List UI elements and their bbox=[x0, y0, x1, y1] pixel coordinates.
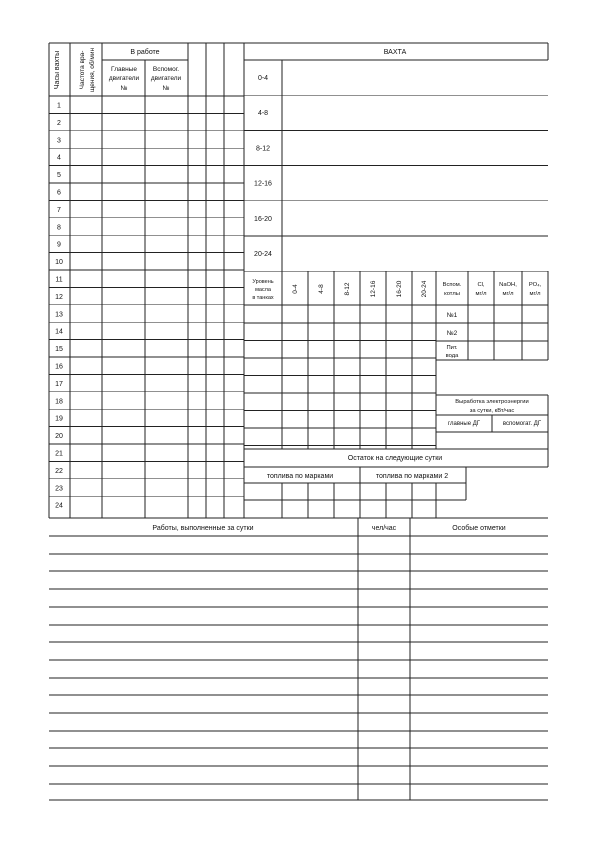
watch-header: ВАХТА bbox=[383, 49, 407, 56]
hour-label-4: 4 bbox=[57, 154, 61, 162]
water-col-1-1: мг/л bbox=[475, 291, 487, 297]
water-col-2-1: мг/л bbox=[502, 291, 514, 297]
hour-label-6: 6 bbox=[57, 189, 61, 197]
notes-header: Особые отметки bbox=[452, 525, 506, 532]
watch-period-4-8: 4-8 bbox=[257, 110, 269, 118]
hour-label-20: 20 bbox=[55, 433, 63, 441]
hours-header: Часы вахты bbox=[54, 50, 61, 90]
hour-label-15: 15 bbox=[55, 346, 63, 354]
water-row-1: №1 bbox=[446, 312, 458, 319]
hour-label-24: 24 bbox=[55, 502, 63, 510]
water-col-0-0: Вспом. bbox=[442, 282, 462, 288]
water-col-3-0: PO₄, bbox=[528, 282, 542, 288]
hour-label-22: 22 bbox=[55, 467, 63, 475]
level-period-20-24: 20-24 bbox=[421, 280, 428, 298]
electricity-main-dg: главные ДГ bbox=[447, 421, 481, 427]
level-period-0-4: 0-4 bbox=[292, 284, 299, 294]
main-engines-l1: Главные bbox=[111, 66, 137, 73]
level-title-2: в танках bbox=[252, 295, 274, 301]
hour-label-1: 1 bbox=[57, 102, 61, 110]
level-period-16-20: 16-20 bbox=[396, 280, 403, 298]
water-col-2-0: NaOH, bbox=[499, 282, 517, 288]
watch-period-12-16: 12-16 bbox=[254, 180, 272, 188]
water-col-0-1: котлы bbox=[444, 291, 460, 297]
hour-label-14: 14 bbox=[55, 328, 63, 336]
level-title-1: масла bbox=[255, 287, 271, 293]
remaining-fuel-2: топлива по марками 2 bbox=[375, 473, 449, 480]
main-engines-l2: двигатели bbox=[108, 75, 140, 82]
water-col-1-0: Cl, bbox=[477, 282, 485, 288]
electricity-aux-dg: вспомогат. ДГ bbox=[502, 421, 542, 427]
level-period-12-16: 12-16 bbox=[370, 280, 377, 298]
aux-engines-l3: № bbox=[162, 85, 170, 92]
remaining-title: Остаток на следующие сутки bbox=[347, 455, 443, 462]
level-title-0: Уровень bbox=[252, 279, 274, 285]
main-engines-l3: № bbox=[120, 85, 128, 92]
hour-label-23: 23 bbox=[55, 485, 63, 493]
aux-engines-l1: Вспомог. bbox=[152, 66, 180, 73]
hour-label-21: 21 bbox=[55, 450, 63, 458]
aux-engines-l2: двигатели bbox=[150, 75, 182, 82]
electricity-title-2: за сутки, кВт/час bbox=[469, 408, 515, 414]
hour-label-12: 12 bbox=[55, 293, 63, 301]
water-row-feed-1: Пит. bbox=[446, 345, 458, 351]
level-period-4-8: 4-8 bbox=[318, 284, 325, 294]
rpm-header-line2: щения, об/мин bbox=[89, 47, 96, 93]
hour-label-9: 9 bbox=[57, 241, 61, 249]
hour-label-5: 5 bbox=[57, 172, 61, 180]
watch-period-8-12: 8-12 bbox=[255, 145, 271, 153]
hour-label-19: 19 bbox=[55, 415, 63, 423]
remaining-fuel-1: топлива по марками bbox=[266, 473, 334, 480]
rpm-header-line1: Частота вра- bbox=[79, 50, 86, 90]
works-title: Работы, выполненные за сутки bbox=[152, 525, 254, 532]
hour-label-7: 7 bbox=[57, 206, 61, 214]
hour-label-11: 11 bbox=[55, 276, 63, 284]
hour-label-10: 10 bbox=[55, 259, 63, 267]
hour-label-18: 18 bbox=[55, 398, 63, 406]
watch-period-0-4: 0-4 bbox=[257, 75, 269, 82]
hour-label-13: 13 bbox=[55, 311, 63, 319]
hour-label-3: 3 bbox=[57, 137, 61, 145]
hour-label-8: 8 bbox=[57, 224, 61, 232]
water-col-3-1: мг/л bbox=[529, 291, 541, 297]
in-operation-header: В работе bbox=[130, 49, 160, 56]
water-row-2: №2 bbox=[446, 330, 458, 337]
hour-label-2: 2 bbox=[57, 119, 61, 127]
level-period-8-12: 8-12 bbox=[344, 282, 351, 296]
hour-label-16: 16 bbox=[55, 363, 63, 371]
man-hours-header: чел/час bbox=[371, 525, 397, 532]
electricity-title-1: Выработка электроэнергии bbox=[455, 399, 529, 405]
hour-label-17: 17 bbox=[55, 380, 63, 388]
watch-period-20-24: 20-24 bbox=[254, 251, 272, 258]
water-row-feed-2: вода bbox=[445, 353, 459, 359]
watch-period-16-20: 16-20 bbox=[254, 215, 272, 223]
